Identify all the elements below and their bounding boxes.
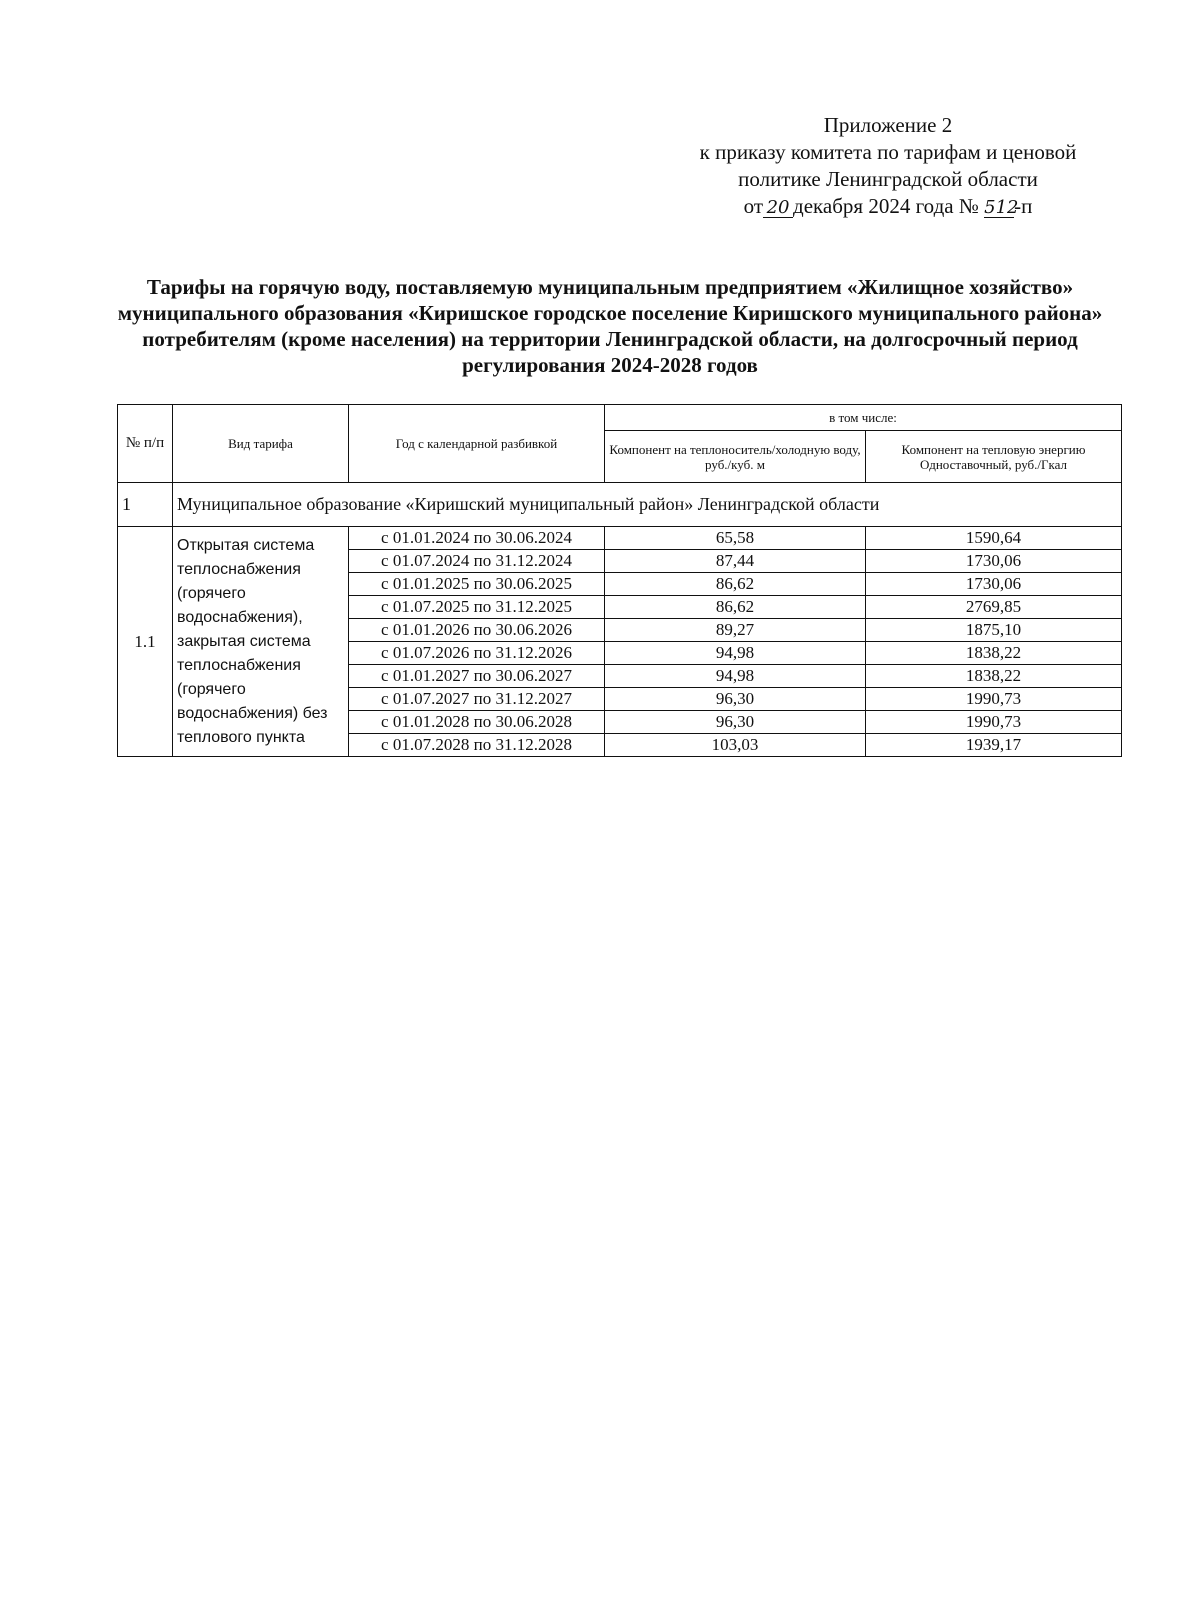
header-component-heat: Компонент на тепловую энергию Одноставочный, руб./Гкал xyxy=(866,431,1122,483)
heat-component-cell: 2769,85 xyxy=(866,596,1122,619)
period-cell: с 01.07.2024 по 31.12.2024 xyxy=(349,550,605,573)
water-component-cell: 86,62 xyxy=(605,573,866,596)
period-cell: с 01.01.2028 по 30.06.2028 xyxy=(349,711,605,734)
heat-component-cell: 1730,06 xyxy=(866,550,1122,573)
header-year: Год с календарной разбивкой xyxy=(349,405,605,483)
water-component-cell: 86,62 xyxy=(605,596,866,619)
period-cell: с 01.01.2026 по 30.06.2026 xyxy=(349,619,605,642)
water-component-cell: 89,27 xyxy=(605,619,866,642)
tariff-table xyxy=(117,404,1122,757)
section-municipality: Муниципальное образование «Киришский муниципальный район» Ленинградской области xyxy=(173,483,1122,527)
document-title: Тарифы на горячую воду, поставляемую муниципальным предприятием «Жилищное хозяйство» муниципального образования «Киришское городское поселение Киришского муниципального района» потребителям (кроме населения) на территории Ленинградской области, на долгосрочный период регулирования 2024-2028 годов xyxy=(117,275,1103,377)
header-tariff-type: Вид тарифа xyxy=(173,405,349,483)
handwritten-day: 20 xyxy=(763,199,793,218)
appendix-order-ref: к приказу комитета по тарифам и ценовой xyxy=(699,140,1077,164)
heat-component-cell: 1838,22 xyxy=(866,642,1122,665)
period-cell: с 01.07.2027 по 31.12.2027 xyxy=(349,688,605,711)
appendix-committee: политике Ленинградской области xyxy=(738,167,1038,191)
water-component-cell: 87,44 xyxy=(605,550,866,573)
water-component-cell: 96,30 xyxy=(605,688,866,711)
period-cell: с 01.07.2025 по 31.12.2025 xyxy=(349,596,605,619)
water-component-cell: 103,03 xyxy=(605,734,866,757)
section-num: 1 xyxy=(118,483,173,527)
tariff-row xyxy=(118,527,1122,550)
date-prefix: от xyxy=(743,194,764,218)
heat-component-cell: 1990,73 xyxy=(866,711,1122,734)
header-num: № п/п xyxy=(118,405,173,483)
date-middle: декабря 2024 года № xyxy=(793,194,979,218)
appendix-date-line xyxy=(658,193,1118,220)
water-component-cell: 96,30 xyxy=(605,711,866,734)
header-including: в том числе: xyxy=(605,405,1122,431)
order-suffix: -п xyxy=(1014,194,1033,218)
period-cell: с 01.01.2025 по 30.06.2025 xyxy=(349,573,605,596)
water-component-cell: 65,58 xyxy=(605,527,866,550)
period-cell: с 01.07.2026 по 31.12.2026 xyxy=(349,642,605,665)
subsection-label: Открытая система теплоснабжения (горячего водоснабжения), закрытая система теплоснабжения (горячего водоснабжения) без теплового пункта xyxy=(173,527,349,757)
heat-component-cell: 1730,06 xyxy=(866,573,1122,596)
heat-component-cell: 1990,73 xyxy=(866,688,1122,711)
handwritten-order-number: 512 xyxy=(984,197,1019,218)
appendix-header xyxy=(658,112,1118,220)
heat-component-cell: 1838,22 xyxy=(866,665,1122,688)
period-cell: с 01.01.2027 по 30.06.2027 xyxy=(349,665,605,688)
period-cell: с 01.07.2028 по 31.12.2028 xyxy=(349,734,605,757)
header-row-1 xyxy=(118,405,1122,431)
heat-component-cell: 1590,64 xyxy=(866,527,1122,550)
heat-component-cell: 1875,10 xyxy=(866,619,1122,642)
header-component-water: Компонент на теплоноситель/холодную воду, руб./куб. м xyxy=(605,431,866,483)
water-component-cell: 94,98 xyxy=(605,665,866,688)
appendix-number: Приложение 2 xyxy=(823,113,953,137)
section-row xyxy=(118,483,1122,527)
period-cell: с 01.01.2024 по 30.06.2024 xyxy=(349,527,605,550)
subsection-num: 1.1 xyxy=(118,527,173,757)
water-component-cell: 94,98 xyxy=(605,642,866,665)
heat-component-cell: 1939,17 xyxy=(866,734,1122,757)
